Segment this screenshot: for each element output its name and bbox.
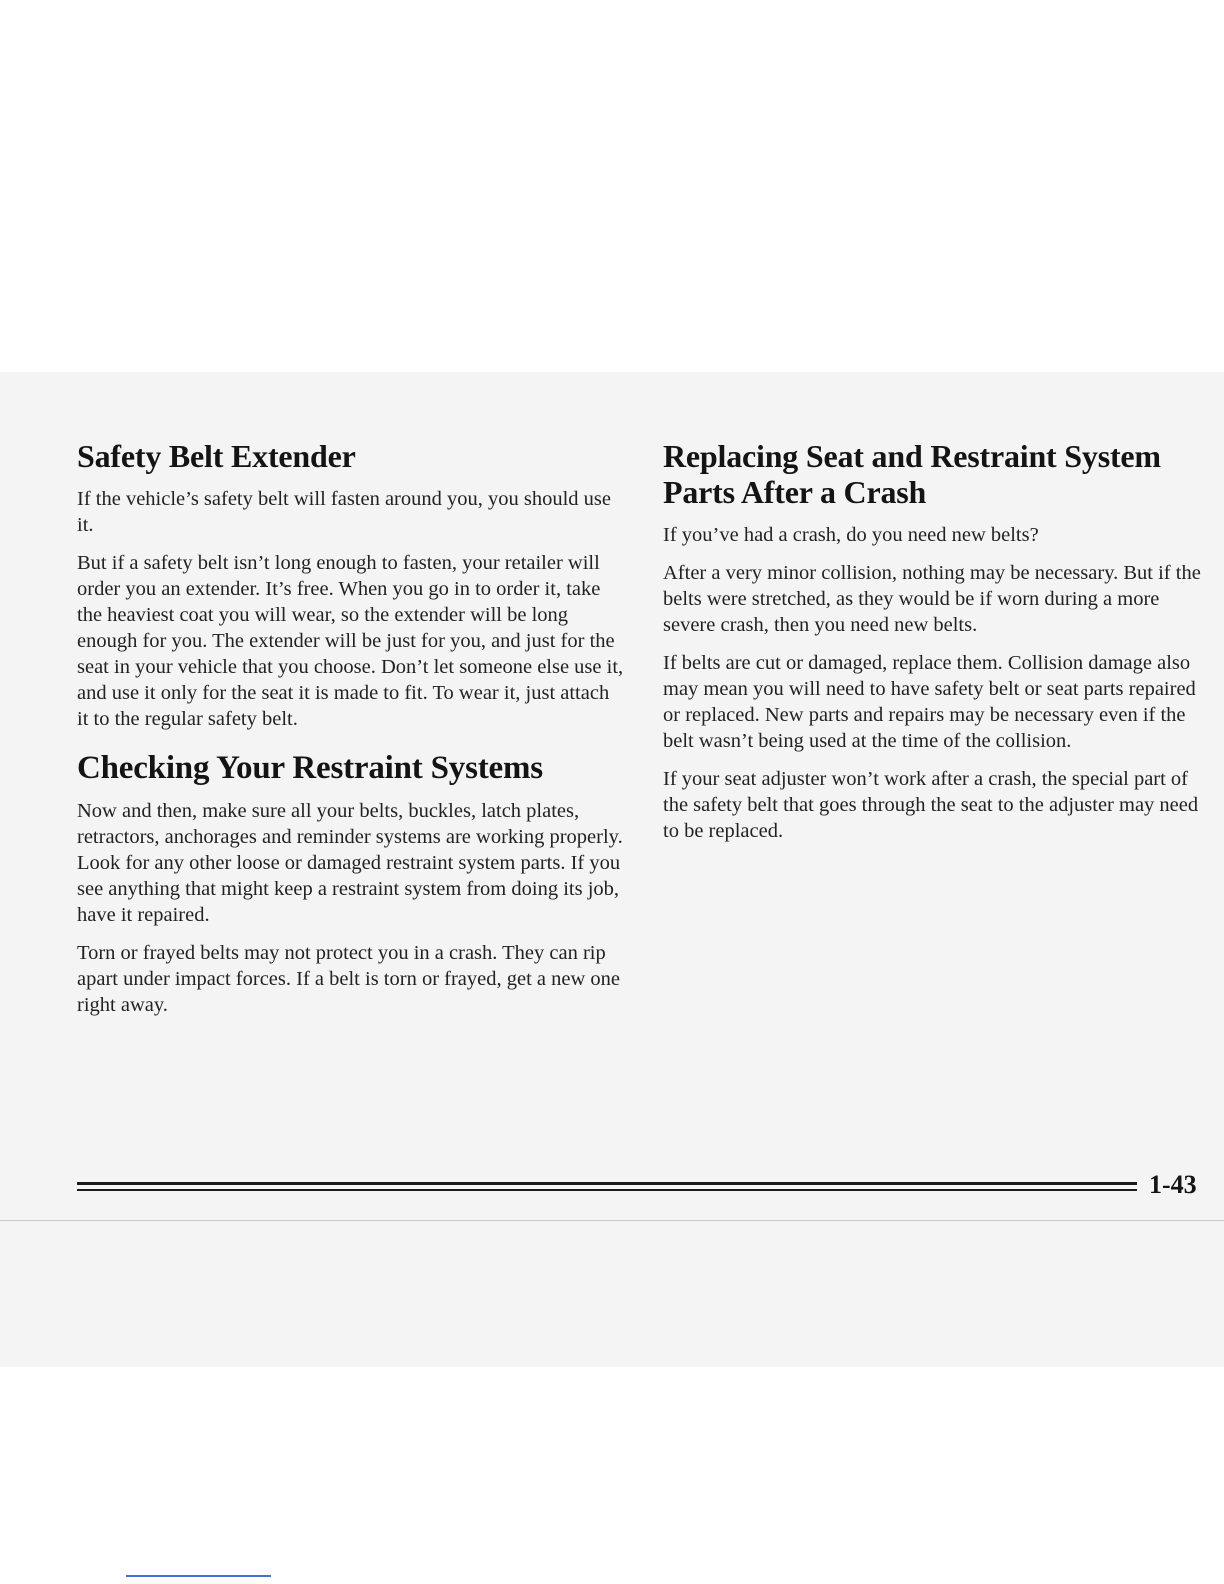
page-number: 1-43 [1149, 1170, 1197, 1199]
paragraph: If your seat adjuster won’t work after a crash, the special part of the safety belt that goes through the seat to the adjuster may need to be replaced. [663, 768, 1199, 842]
paragraph: If belts are cut or damaged, replace them. Collision damage also may mean you will need to have safety belt or seat parts repaired or replaced. New parts and repairs may be necessary even if the belt wasn’t being used at the time of the collision. [663, 652, 1196, 752]
scan-mark [126, 1575, 271, 1577]
page-edge-divider [0, 1220, 1224, 1221]
paragraph: Torn or frayed belts may not protect you in a crash. They can rip apart under impact forces. If a belt is torn or frayed, get a new one right away. [77, 942, 621, 1016]
section-replacing-parts [663, 438, 1208, 844]
left-column [77, 438, 625, 1030]
paragraph: If you’ve had a crash, do you need new belts? [663, 524, 1039, 546]
section-checking-restraint-systems [77, 750, 625, 1018]
paragraph: After a very minor collision, nothing may be necessary. But if the belts were stretched, as they would be if worn during a more severe crash, then you need new belts. [663, 562, 1201, 636]
paragraph: But if a safety belt isn’t long enough to fasten, your retailer will order you an extender. It’s free. When you go in to order it, take the heaviest coat you will wear, so the extender will be long enough for you. The extender will be just for you, and just for the seat in your vehicle that you choose. Don’t let someone else use it, and use it only for the seat it is made to fit. To wear it, just attach it to the regular safety belt. [77, 552, 624, 730]
paragraph: Now and then, make sure all your belts, buckles, latch plates, retractors, anchorages and reminder systems are working properly. Look for any other loose or damaged restraint system parts. If you see anything that might keep a restraint system from doing its job, have it repaired. [77, 800, 623, 926]
footer-rule-bottom [77, 1189, 1137, 1191]
paragraph: If the vehicle’s safety belt will fasten around you, you should use it. [77, 488, 612, 536]
section-heading: Checking Your Restraint Systems [77, 750, 543, 786]
right-column [663, 438, 1208, 856]
section-safety-belt-extender [77, 438, 625, 732]
section-heading: Replacing Seat and Restraint System Parts After a Crash [663, 438, 1161, 510]
section-heading: Safety Belt Extender [77, 438, 356, 474]
footer-rule-top [77, 1182, 1137, 1185]
footer-double-rule [77, 1182, 1137, 1192]
